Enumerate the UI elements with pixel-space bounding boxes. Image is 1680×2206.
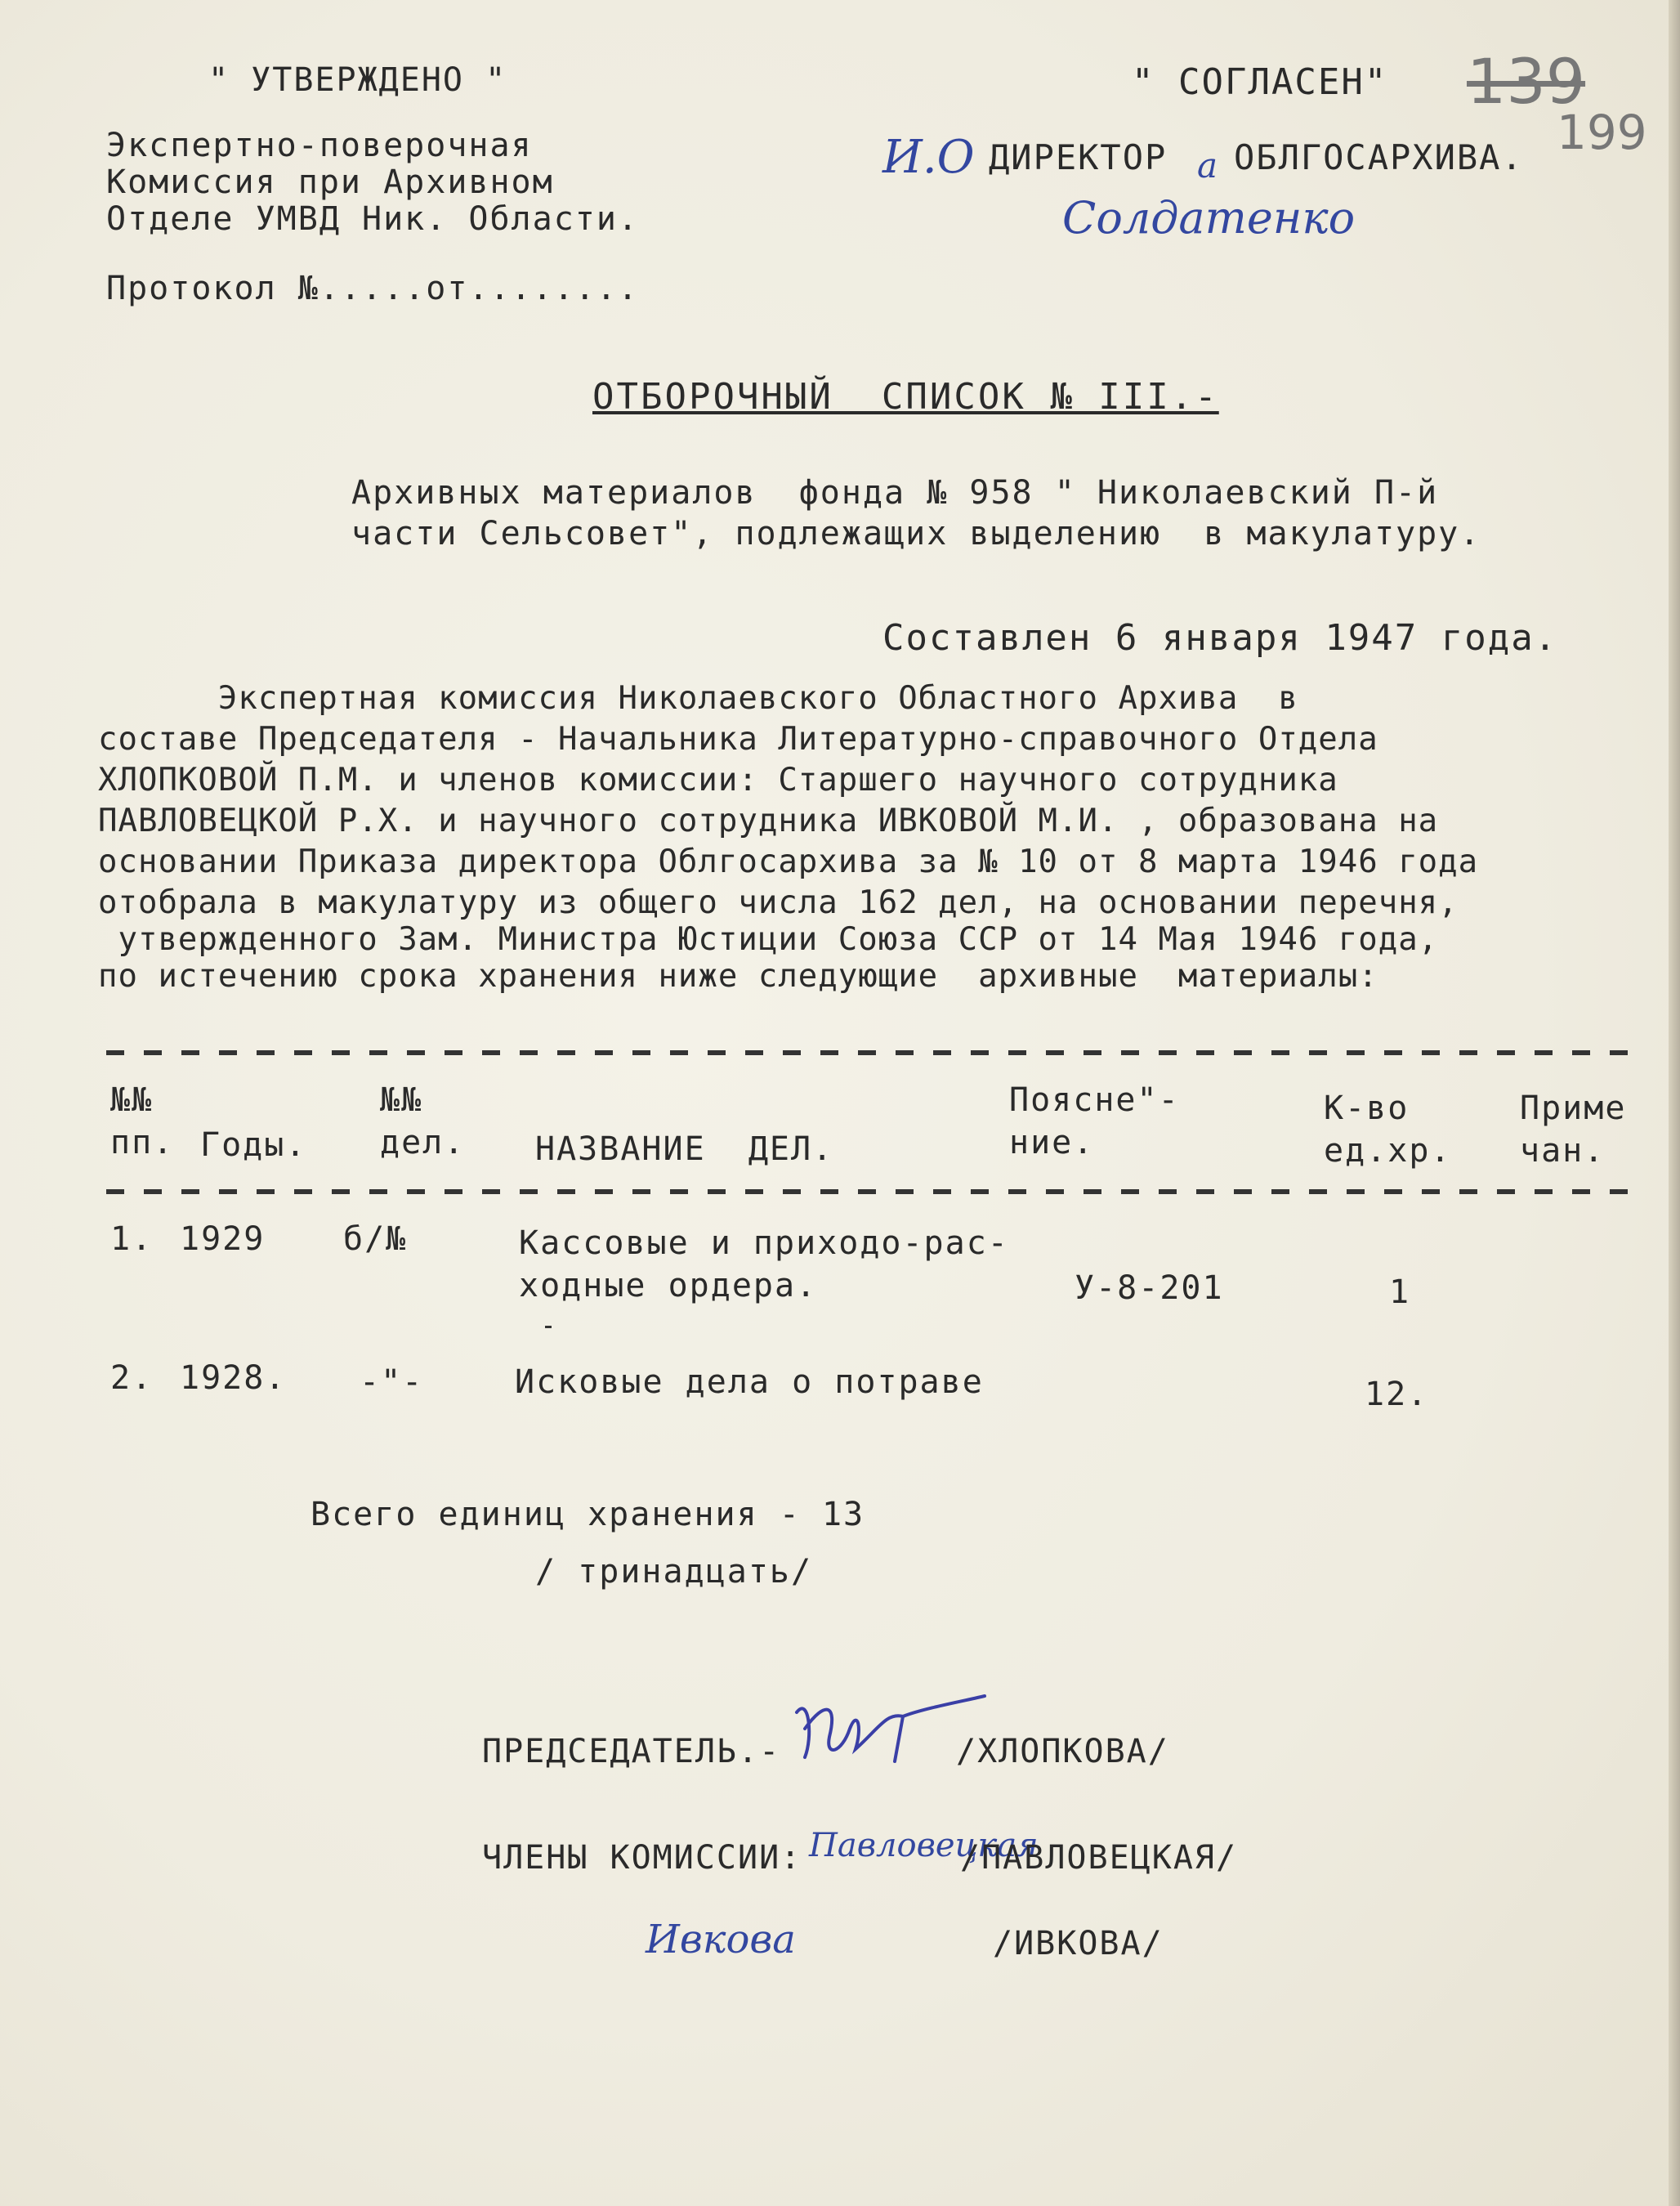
member-2-name: /ИВКОВА/ xyxy=(993,1925,1164,1962)
header-case-number: №№ дел. xyxy=(380,1081,466,1161)
approved-line-3: Отделе УМВД Ник. Области. xyxy=(106,200,640,238)
table-top-rule xyxy=(106,1050,1642,1055)
director-org: ОБЛГОСАРХИВА. xyxy=(1234,137,1524,177)
body-line-1: Экспертная комиссия Николаевского Областного Архива в xyxy=(98,680,1298,717)
total-units: Всего единиц хранения - 13 xyxy=(311,1496,865,1533)
header-case-title: НАЗВАНИЕ ДЕЛ. xyxy=(535,1130,834,1168)
table-header-rule xyxy=(106,1189,1642,1194)
header-note: Поясне"- ние. xyxy=(1009,1081,1180,1161)
approved-title: " УТВЕРЖДЕНО " xyxy=(208,61,507,99)
row-1-case: б/№ xyxy=(343,1220,408,1258)
row-1-title: Кассовые и приходо-рас- ходные ордера. xyxy=(519,1224,1009,1304)
document-title: ОТБОРОЧНЫЙ СПИСОК № III.- xyxy=(592,376,1219,418)
row-1-year: 1929 xyxy=(180,1220,266,1258)
row-1-note: У-8-201 xyxy=(1075,1269,1224,1307)
chair-name: /ХЛОПКОВА/ xyxy=(956,1733,1169,1770)
body-line-7: утвержденного Зам. Министра Юстиции Союза ССР от 14 Мая 1946 года, xyxy=(98,921,1439,958)
body-line-2: составе Председателя - Начальника Литературно-справочного Отдела xyxy=(98,721,1378,758)
row-1-number: 1. xyxy=(110,1220,154,1258)
approved-line-1: Экспертно-поверочная xyxy=(106,127,533,164)
header-years: Годы. xyxy=(200,1126,307,1164)
protocol-line: Протокол №.....от........ xyxy=(106,270,640,307)
body-line-5: основании Приказа директора Облгосархива за № 10 от 8 марта 1946 года xyxy=(98,843,1479,880)
header-quantity: К-во ед.хр. xyxy=(1324,1090,1452,1170)
row-divider-mark xyxy=(545,1326,552,1328)
row-2-case: -"- xyxy=(360,1363,424,1401)
subtitle-line-1: Архивных материалов фонда № 958 " Николаевский П-й xyxy=(351,474,1439,512)
row-2-number: 2. xyxy=(110,1359,154,1397)
chair-label: ПРЕДСЕДАТЕЛЬ.- xyxy=(482,1733,781,1770)
director-text: ДИРЕКТОР xyxy=(989,137,1168,177)
director-prefix-handwritten: И.О xyxy=(882,131,975,184)
body-line-8: по истечению срока хранения ниже следующие архивные материалы: xyxy=(98,958,1378,995)
approved-line-2: Комиссия при Архивном xyxy=(106,163,554,201)
row-2-title: Исковые дела о потраве xyxy=(515,1363,984,1401)
sheet-number-crossed: 139 xyxy=(1467,45,1586,118)
sheet-number: 199 xyxy=(1557,105,1647,160)
director-signature: Солдатенко xyxy=(1062,192,1356,244)
director-suffix-handwritten: а xyxy=(1197,145,1218,186)
body-line-6: отобрала в макулатуру из общего числа 162 дел, на основании перечня, xyxy=(98,884,1459,921)
members-label: ЧЛЕНЫ КОМИССИИ: xyxy=(482,1839,802,1877)
compiled-date: Составлен 6 января 1947 года. xyxy=(882,617,1558,659)
row-1-quantity: 1 xyxy=(1389,1273,1411,1311)
body-line-3: ХЛОПКОВОЙ П.М. и членов комиссии: Старшего научного сотрудника xyxy=(98,762,1338,799)
header-number: №№ пп. xyxy=(110,1081,175,1161)
body-line-4: ПАВЛОВЕЦКОЙ Р.Х. и научного сотрудника ИВКОВОЙ М.И. , образована на xyxy=(98,803,1439,839)
agreed-title: " СОГЛАСЕН" xyxy=(1132,61,1388,103)
page-edge xyxy=(1669,0,1680,2206)
member-2-signature: Ивкова xyxy=(646,1917,796,1962)
header-remarks: Приме чан. xyxy=(1520,1090,1627,1170)
row-2-quantity: 12. xyxy=(1365,1376,1429,1413)
member-1-name: /ПАВЛОВЕЦКАЯ/ xyxy=(960,1839,1238,1877)
row-2-year: 1928. xyxy=(180,1359,287,1397)
total-units-words: / тринадцать/ xyxy=(535,1553,813,1591)
member-1-signature: Павловецкая xyxy=(809,1827,1039,1864)
subtitle-line-2: части Сельсовет", подлежащих выделению в макулатуру. xyxy=(351,515,1481,553)
